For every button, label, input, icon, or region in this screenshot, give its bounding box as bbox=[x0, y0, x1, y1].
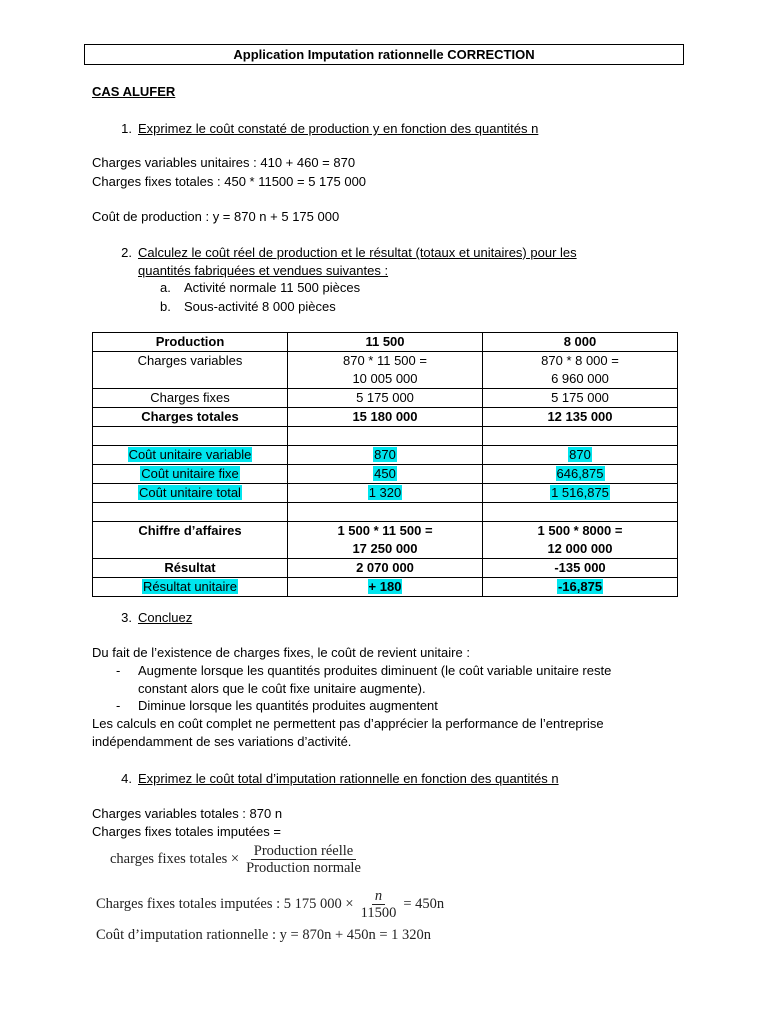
highlighted-label: Coût unitaire fixe bbox=[141, 466, 239, 481]
header-cell: 8 000 bbox=[483, 333, 678, 352]
highlighted-value: 646,875 bbox=[556, 466, 604, 481]
table-row bbox=[93, 352, 678, 389]
q3-bullet-2: Diminue lorsque les quantités produites augmentent bbox=[138, 698, 438, 713]
table-cell: 12 135 000 bbox=[483, 408, 678, 427]
table-cell bbox=[288, 465, 483, 484]
q1-question: Exprimez le coût constaté de production y en fonction des quantités n bbox=[138, 121, 539, 136]
fraction-denominator: Production normale bbox=[246, 860, 361, 876]
table-cell bbox=[288, 578, 483, 597]
q3-bullet-1b: constant alors que le coût fixe unitaire augmente). bbox=[138, 681, 426, 696]
table-cell: 5 175 000 bbox=[288, 389, 483, 408]
table-row bbox=[93, 522, 678, 559]
cell-line: 1 500 * 11 500 = bbox=[337, 523, 433, 538]
cell-line: 17 250 000 bbox=[352, 541, 418, 556]
q3-intro: Du fait de l’existence de charges fixes, le coût de revient unitaire : bbox=[92, 645, 470, 660]
row-label bbox=[93, 484, 288, 503]
highlighted-value: 450 bbox=[374, 466, 396, 481]
table-row-empty bbox=[93, 503, 678, 522]
table-row bbox=[93, 484, 678, 503]
q4-question: Exprimez le coût total d’imputation rationnelle en fonction des quantités n bbox=[138, 771, 559, 786]
formula-1-left: charges fixes totales × bbox=[110, 851, 240, 867]
row-label: Résultat bbox=[93, 559, 288, 578]
highlighted-value: + 180 bbox=[368, 579, 402, 594]
table-cell bbox=[288, 446, 483, 465]
document-title: Application Imputation rationnelle CORRECTION bbox=[84, 44, 684, 65]
q2-question-line-1: Calculez le coût réel de production et le résultat (totaux et unitaires) pour les bbox=[138, 245, 577, 260]
q4-line-2: Charges fixes totales imputées = bbox=[92, 824, 281, 839]
q3-bullet-1a: Augmente lorsque les quantités produites diminuent (le coût variable unitaire reste bbox=[138, 663, 612, 678]
bullet-dash: - bbox=[116, 663, 121, 678]
formula-2-left: Charges fixes totales imputées : 5 175 000 × bbox=[96, 896, 354, 912]
cell-line: 6 960 000 bbox=[551, 371, 609, 386]
table-cell: 2 070 000 bbox=[288, 559, 483, 578]
header-cell: 11 500 bbox=[288, 333, 483, 352]
formula-2-right: = 450n bbox=[403, 896, 445, 912]
q1-line-3: Coût de production : y = 870 n + 5 175 000 bbox=[92, 209, 340, 224]
table-cell bbox=[288, 522, 483, 559]
cell-line: 870 * 8 000 = bbox=[541, 353, 619, 368]
fraction bbox=[358, 888, 400, 921]
cost-table bbox=[92, 332, 678, 597]
table-cell: -135 000 bbox=[483, 559, 678, 578]
table-cell bbox=[288, 484, 483, 503]
q1-number: 1. bbox=[121, 121, 132, 136]
q2-sub-a-label: a. bbox=[160, 280, 171, 295]
table-row bbox=[93, 333, 678, 352]
table-row-empty bbox=[93, 427, 678, 446]
table-cell: 5 175 000 bbox=[483, 389, 678, 408]
header-cell: Production bbox=[93, 333, 288, 352]
q1-line-2: Charges fixes totales : 450 * 11500 = 5 175 000 bbox=[92, 174, 367, 189]
table-row bbox=[93, 465, 678, 484]
q2-sub-b-text: Sous-activité 8 000 pièces bbox=[184, 299, 336, 314]
q3-number: 3. bbox=[121, 610, 132, 625]
bullet-dash: - bbox=[116, 698, 121, 713]
row-label: Charges fixes bbox=[93, 389, 288, 408]
highlighted-value: 1 516,875 bbox=[551, 485, 609, 500]
table-cell bbox=[483, 578, 678, 597]
case-title: CAS ALUFER bbox=[92, 84, 176, 99]
table-row bbox=[93, 446, 678, 465]
formula-1 bbox=[110, 843, 364, 876]
row-label: Chiffre d’affaires bbox=[93, 522, 288, 559]
row-label bbox=[93, 446, 288, 465]
table-row bbox=[93, 408, 678, 427]
table-cell bbox=[483, 352, 678, 389]
q4-number: 4. bbox=[121, 771, 132, 786]
highlighted-label: Résultat unitaire bbox=[143, 579, 237, 594]
cell-line: 12 000 000 bbox=[547, 541, 613, 556]
table-cell bbox=[483, 446, 678, 465]
table-row bbox=[93, 559, 678, 578]
table-cell bbox=[288, 352, 483, 389]
row-label bbox=[93, 465, 288, 484]
highlighted-value: 870 bbox=[374, 447, 396, 462]
table-row bbox=[93, 578, 678, 597]
row-label: Charges variables bbox=[93, 352, 288, 389]
highlighted-value: -16,875 bbox=[557, 579, 603, 594]
q3-question: Concluez bbox=[138, 610, 193, 625]
table-cell bbox=[483, 465, 678, 484]
table-cell bbox=[483, 484, 678, 503]
q2-sub-b-label: b. bbox=[160, 299, 171, 314]
q2-question-line-2: quantités fabriquées et vendues suivantes : bbox=[138, 263, 389, 278]
table-cell bbox=[483, 522, 678, 559]
highlighted-label: Coût unitaire variable bbox=[128, 447, 252, 462]
highlighted-label: Coût unitaire total bbox=[139, 485, 241, 500]
row-label: Charges totales bbox=[93, 408, 288, 427]
formula-2 bbox=[96, 888, 444, 921]
formula-3: Coût d’imputation rationnelle : y = 870n + 450n = 1 320n bbox=[96, 927, 432, 943]
highlighted-value: 1 320 bbox=[368, 485, 402, 500]
table-row bbox=[93, 389, 678, 408]
fraction bbox=[243, 843, 364, 876]
fraction-numerator: n bbox=[372, 888, 385, 905]
highlighted-value: 870 bbox=[569, 447, 591, 462]
q2-sub-a-text: Activité normale 11 500 pièces bbox=[184, 280, 361, 295]
row-label bbox=[93, 578, 288, 597]
q3-conclusion-1: Les calculs en coût complet ne permettent pas d’apprécier la performance de l’entreprise bbox=[92, 716, 604, 731]
cell-line: 1 500 * 8000 = bbox=[537, 523, 623, 538]
cell-line: 870 * 11 500 = bbox=[343, 353, 427, 368]
fraction-numerator: Production réelle bbox=[251, 843, 356, 860]
q2-number: 2. bbox=[121, 245, 132, 260]
cell-line: 10 005 000 bbox=[352, 371, 418, 386]
q1-line-1: Charges variables unitaires : 410 + 460 = 870 bbox=[92, 155, 356, 170]
fraction-denominator: 11500 bbox=[360, 905, 397, 921]
table-cell: 15 180 000 bbox=[288, 408, 483, 427]
q4-line-1: Charges variables totales : 870 n bbox=[92, 806, 283, 821]
q3-conclusion-2: indépendamment de ses variations d’activité. bbox=[92, 734, 352, 749]
